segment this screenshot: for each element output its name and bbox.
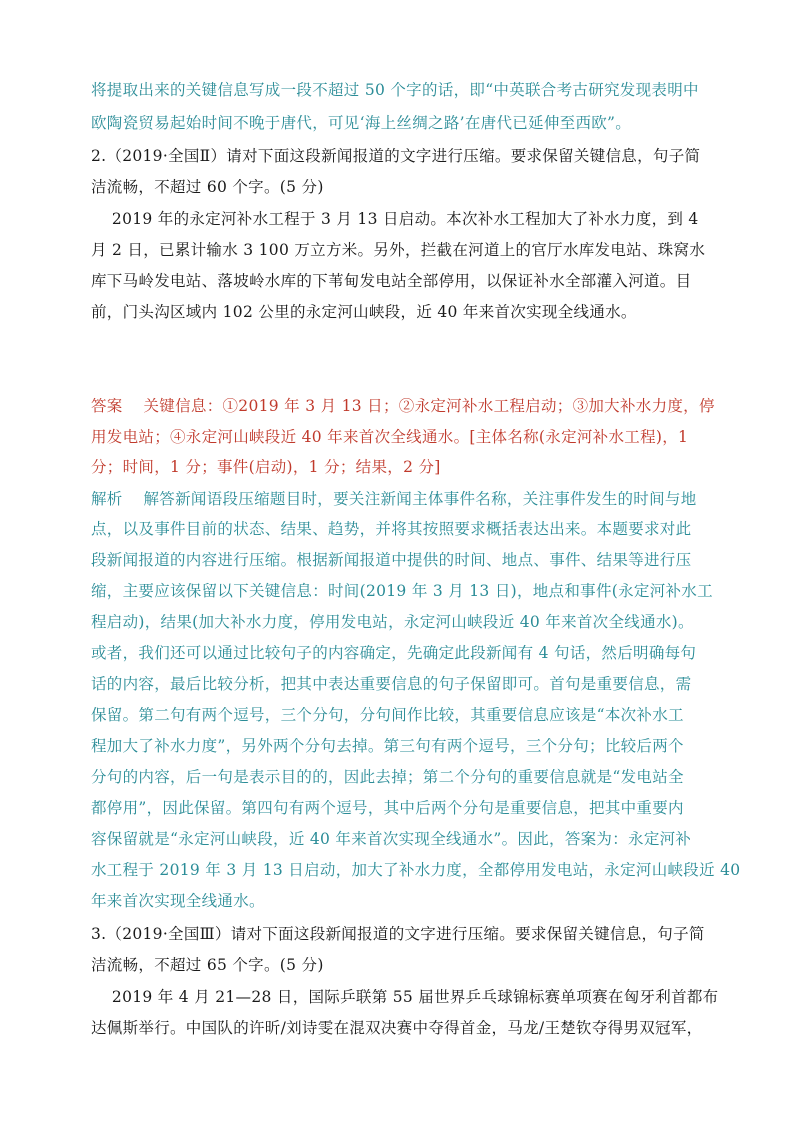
question-3-passage-line-2: 达佩斯举行。中国队的许昕/刘诗雯在混双决赛中夺得首金，马龙/王楚钦夺得男双冠军， xyxy=(91,1019,703,1037)
question-2-passage-line-1: 2019 年的永定河补水工程于 3 月 13 日启动。本次补水工程加大了补水力度，到 4 xyxy=(91,210,699,228)
answer-line-2: 用发电站；④永定河山峡段近 40 年来首次全线通水。[主体名称(永定河补水工程)，1 xyxy=(91,428,689,446)
analysis-line-3: 段新闻报道的内容进行压缩。根据新闻报道中提供的时间、地点、事件、结果等进行压 xyxy=(91,551,692,569)
question-2-prompt-line-1: 2.（2019·全国Ⅱ）请对下面这段新闻报道的文字进行压缩。要求保留关键信息，句子简 xyxy=(91,147,701,165)
answer-line-1: 答案 关键信息：①2019 年 3 月 13 日；②永定河补水工程启动；③加大补水力度，停 xyxy=(91,397,715,415)
analysis-line-14: 年来首次实现全线通水。 xyxy=(91,892,265,910)
question-2-passage-line-2: 月 2 日，已累计输水 3 100 万立方米。另外，拦截在河道上的官厅水库发电站、珠窝水 xyxy=(91,241,706,259)
analysis-line-11: 都停用”，因此保留。第四句有两个逗号，其中后两个分句是重要信息，把其中重要内 xyxy=(91,799,684,817)
question-3-prompt-line-2: 洁流畅，不超过 65 个字。(5 分) xyxy=(91,956,324,974)
question-3-prompt-line-1: 3.（2019·全国Ⅲ）请对下面这段新闻报道的文字进行压缩。要求保留关键信息，句子简 xyxy=(91,925,705,943)
question-2-passage-line-3: 库下马岭发电站、落坡岭水库的下苇甸发电站全部停用，以保证补水全部灌入河道。目 xyxy=(91,272,692,290)
analysis-line-6: 或者，我们还可以通过比较句子的内容确定，先确定此段新闻有 4 句话，然后明确每句 xyxy=(91,644,697,662)
analysis-line-13: 水工程于 2019 年 3 月 13 日启动，加大了补水力度，全都停用发电站，永定河山峡段近 40 xyxy=(91,861,741,879)
question-3-passage-line-1: 2019 年 4 月 21—28 日，国际乒联第 55 届世界乒乓球锦标赛单项赛在匈牙利首都布 xyxy=(91,988,719,1006)
top-paragraph-line-1: 将提取出来的关键信息写成一段不超过 50 个字的话，即“中英联合考古研究发现表明中 xyxy=(91,81,699,99)
answer-line-3: 分；时间，1 分；事件(启动)，1 分；结果，2 分] xyxy=(91,458,441,476)
analysis-line-7: 话的内容，最后比较分析，把其中表达重要信息的句子保留即可。首句是重要信息，需 xyxy=(91,675,692,693)
analysis-line-8: 保留。第二句有两个逗号，三个分句，分句间作比较，其重要信息应该是“本次补水工 xyxy=(91,706,684,724)
analysis-line-1: 解析 解答新闻语段压缩题目时，要关注新闻主体事件名称，关注事件发生的时间与地 xyxy=(91,490,697,508)
analysis-line-4: 缩，主要应该保留以下关键信息：时间(2019 年 3 月 13 日)，地点和事件(永定河补水工 xyxy=(91,582,713,600)
analysis-line-10: 分句的内容，后一句是表示目的的，因此去掉；第二个分句的重要信息就是“发电站全 xyxy=(91,768,684,786)
analysis-line-2: 点，以及事件目前的状态、结果、趋势，并将其按照要求概括表达出来。本题要求对此 xyxy=(91,520,692,538)
analysis-line-9: 程加大了补水力度”，另外两个分句去掉。第三句有两个逗号，三个分句；比较后两个 xyxy=(91,737,684,755)
question-2-prompt-line-2: 洁流畅，不超过 60 个字。(5 分) xyxy=(91,178,324,196)
analysis-line-5: 程启动)，结果(加大补水力度，停用发电站，永定河山峡段近 40 年来首次全线通水)。 xyxy=(91,613,694,631)
analysis-line-12: 容保留就是“永定河山峡段，近 40 年来首次实现全线通水”。因此，答案为：永定河补 xyxy=(91,830,692,848)
question-2-passage-line-4: 前，门头沟区域内 102 公里的永定河山峡段，近 40 年来首次实现全线通水。 xyxy=(91,303,637,321)
top-paragraph-line-2: 欧陶瓷贸易起始时间不晚于唐代，可见‘海上丝绸之路’在唐代已延伸至西欧”。 xyxy=(91,114,632,132)
